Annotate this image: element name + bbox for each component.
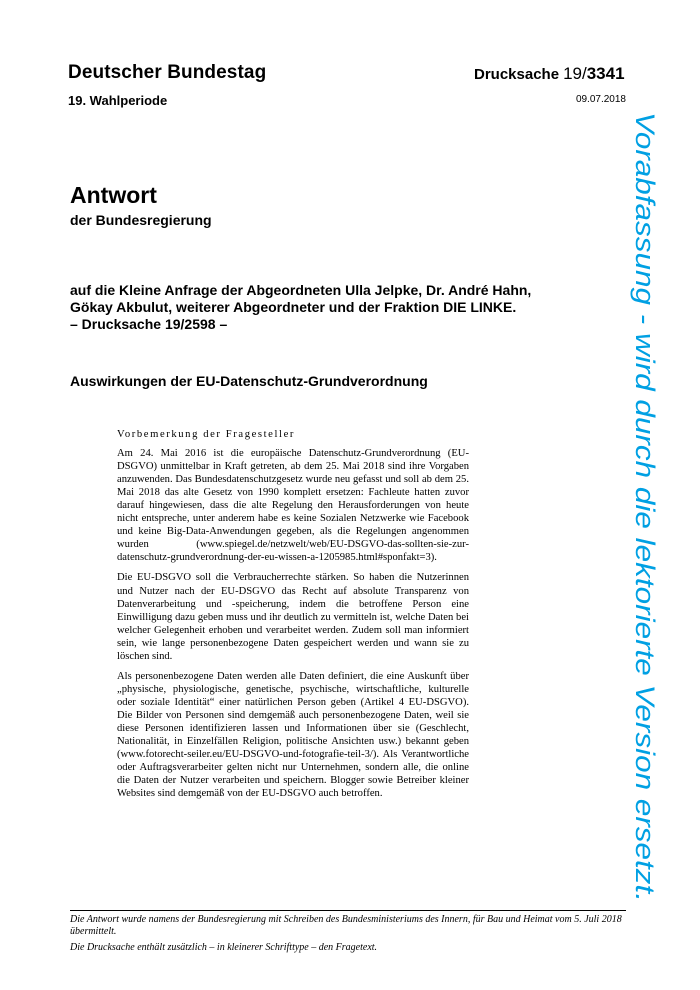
footer-note-transmission: Die Antwort wurde namens der Bundesregierung mit Schreiben des Bundesministeriums des Innern, für Bau und Heimat vom 5. Juli 2018 übermittelt.	[70, 914, 622, 938]
drucksache-id: 3341	[586, 64, 625, 83]
subject-title: Auswirkungen der EU-Datenschutz-Grundverordnung	[70, 373, 428, 389]
document-type-title: Antwort	[70, 182, 157, 208]
draft-watermark	[626, 112, 670, 907]
drucksache-period: 19/	[563, 64, 587, 83]
section-heading: Vorbemerkung der Fragesteller	[117, 429, 295, 440]
body-section	[117, 428, 469, 807]
document-date: 09.07.2018	[575, 94, 626, 105]
wahlperiode: 19. Wahlperiode	[68, 93, 168, 108]
body-paragraph: Die EU-DSGVO soll die Verbraucherrechte stärken. So haben die Nutzerinnen und Nutzer nach der EU-DSGVO das Recht auf absolute Transparenz von Datenverarbeitung und -speicherung, indem die betroffene Person eine Einwilligung dazu geben muss und ihr deutlich zu vermitteln ist, welche Daten bei welcher Gelegenheit erhoben und verarbeitet werden. Zudem soll man informiert sein, wie lange personenbezogene Daten gespeichert werden und wann sie zu löschen sind.	[117, 572, 469, 662]
anfrage-line: Gökay Akbulut, weiterer Abgeordneter und der Fraktion DIE LINKE.	[70, 299, 517, 315]
watermark-text: Vorabfassung - wird durch die lektorierte Version ersetzt.	[630, 112, 660, 790]
footer-notes	[70, 914, 626, 957]
drucksache-number	[474, 64, 625, 84]
body-paragraph: Als personenbezogene Daten werden alle Daten definiert, die eine Auskunft über „physische, physiologische, genetische, psychische, wirtschaftliche, kulturelle oder soziale Identität“ einer natürlichen Person geben (Artikel 4 EU-DSGVO). Die Bilder von Personen sind demgemäß auch personenbezogene Daten, weil sie diese Personen identifizieren lassen und Informationen über sie (Geschlecht, Nationalität, in Einzelfällen Religion, politische Ansichten usw.) bekannt geben (www.fotorecht-seiler.eu/EU-DSGVO-und-fotografie-teil-3/). Als Verantwortliche oder Auftragsverarbeiter gelten nicht nur Unternehmen, sondern alle, die online die Daten der Nutzer verarbeiten und speichern. Blogger sowie Betreiber kleiner Websites sind demgemäß von der EU-DSGVO auch betroffen.	[117, 670, 469, 800]
body-paragraph: Am 24. Mai 2016 ist die europäische Datenschutz-Grundverordnung (EU-DSGVO) unmittelbar in Kraft getreten, ab dem 25. Mai 2018 sind ihre Vorgaben anzuwenden. Das Bundesdatenschutzgesetz wurde neu gefasst und soll ab dem 25. Mai 2018 das alte Gesetz von 1990 komplett ersetzen: Fachleute hatten zuvor darauf hingewiesen, dass die alte Regelung den Herausforderungen von heute nicht entspreche, unter anderem habe es keine Sozialen Netzwerke wie Facebook und keine Big-Data-Anwendungen gegeben, als die Regelungen angenommen wurden (www.spiegel.de/netzwelt/web/EU-DSGVO-das-sollten-sie-zur-datenschutz-grundverordnung-der-eu-wissen-a-1205985.html#sponfakt=3).	[117, 448, 469, 564]
footer-note-fragetext: Die Drucksache enthält zusätzlich – in kleinerer Schrifttype – den Fragetext.	[70, 941, 378, 953]
footer-divider	[70, 910, 626, 911]
anfrage-line: – Drucksache 19/2598 –	[70, 316, 228, 332]
anfrage-line: auf die Kleine Anfrage der Abgeordneten Ulla Jelpke, Dr. André Hahn,	[70, 282, 532, 298]
institution-name: Deutscher Bundestag	[68, 62, 267, 83]
document-subtitle: der Bundesregierung	[70, 212, 212, 228]
drucksache-label: Drucksache	[474, 66, 560, 83]
anfrage-reference	[70, 282, 570, 333]
